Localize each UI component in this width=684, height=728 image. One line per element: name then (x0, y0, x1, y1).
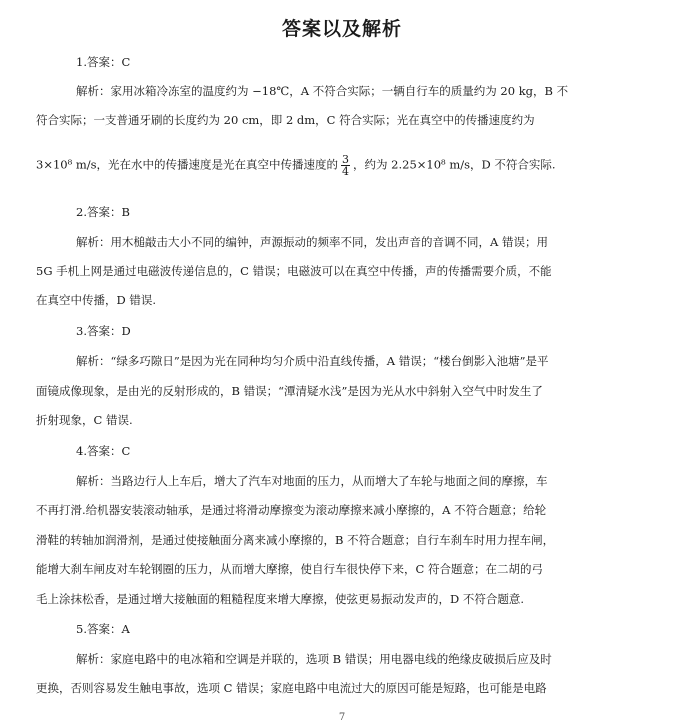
q1-explanation-line-2: 符合实际；一支普通牙刷的长度约为 20 cm，即 2 dm，C 符合实际；光在真空中的传播速度约为 (36, 113, 535, 127)
q3-explanation-line-2: 面镜成像现象，是由光的反射形成的，B 错误；“潭清疑水浅”是因为光从水中斜射入空气中时发生了 (36, 384, 543, 398)
q4-explanation-line-2: 不再打滑.给机器安装滚动轴承，是通过将滑动摩擦变为滚动摩擦来减小摩擦的，A 不符合题意；给轮 (36, 503, 547, 517)
q4-explanation-line-4: 能增大刹车闸皮对车轮钢圈的压力，从而增大摩擦，使自行车很快停下来，C 符合题意；在二胡的弓 (36, 562, 543, 576)
q4-answer: 4.答案：C (76, 444, 131, 458)
q1-answer: 1.答案：C (76, 55, 131, 69)
q2-explanation-line-2: 5G 手机上网是通过电磁波传递信息的，C 错误；电磁波可以在真空中传播，声的传播需要介质，不能 (36, 264, 552, 278)
q4-explanation-line-3: 滑鞋的转轴加润滑剂，是通过使接触面分离来减小摩擦的，B 不符合题意；自行车刹车时用力捏车闸， (36, 533, 555, 547)
q1-line-3-start: 3×10⁸ m/s，光在水中的传播速度是光在真空中传播速度的 (36, 157, 339, 172)
page-title: 答案以及解析 (281, 18, 402, 40)
q2-explanation-line-1: 解析：用木槌敲击大小不同的编钟，声源振动的频率不同，发出声音的音调不同，A 错误；用 (76, 235, 548, 249)
fraction-three-quarters (341, 154, 350, 177)
q1-line-3-end: ，约为 2.25×10⁸ m/s，D 不符合实际. (353, 157, 556, 172)
fraction-denominator: 4 (342, 165, 350, 178)
q3-explanation-line-3: 折射现象，C 错误. (36, 413, 133, 427)
q5-explanation-line-2: 更换，否则容易发生触电事故，选项 C 错误；家庭电路中电流过大的原因可能是短路，也可能是电路 (36, 681, 547, 695)
q1-explanation-line-1: 解析：家用冰箱冷冻室的温度约为 −18℃，A 不符合实际；一辆自行车的质量约为 20 kg，B 不 (76, 84, 569, 98)
q3-explanation-line-1: 解析：“绿多巧隙日”是因为光在同种均匀介质中沿直线传播，A 错误；“楼台倒影入池塘”是平 (76, 354, 549, 368)
q3-answer: 3.答案：D (76, 324, 131, 338)
q2-answer: 2.答案：B (76, 205, 130, 219)
q5-explanation-line-1: 解析：家庭电路中的电冰箱和空调是并联的，选项 B 错误；用电器电线的绝缘皮破损后应及时 (76, 652, 552, 666)
q1-explanation-line-3 (36, 154, 556, 177)
q4-explanation-line-5: 毛上涂抹松香，是通过增大接触面的粗糙程度来增大摩擦，使弦更易振动发声的，D 不符合题意. (36, 592, 525, 606)
q2-explanation-line-3: 在真空中传播，D 错误. (36, 293, 157, 307)
fraction-numerator: 3 (342, 153, 350, 166)
q5-answer: 5.答案：A (76, 622, 130, 636)
q4-explanation-line-1: 解析：当路边行人上车后，增大了汽车对地面的压力，从而增大了车轮与地面之间的摩擦，车 (76, 474, 548, 488)
page-number: 7 (338, 712, 346, 723)
